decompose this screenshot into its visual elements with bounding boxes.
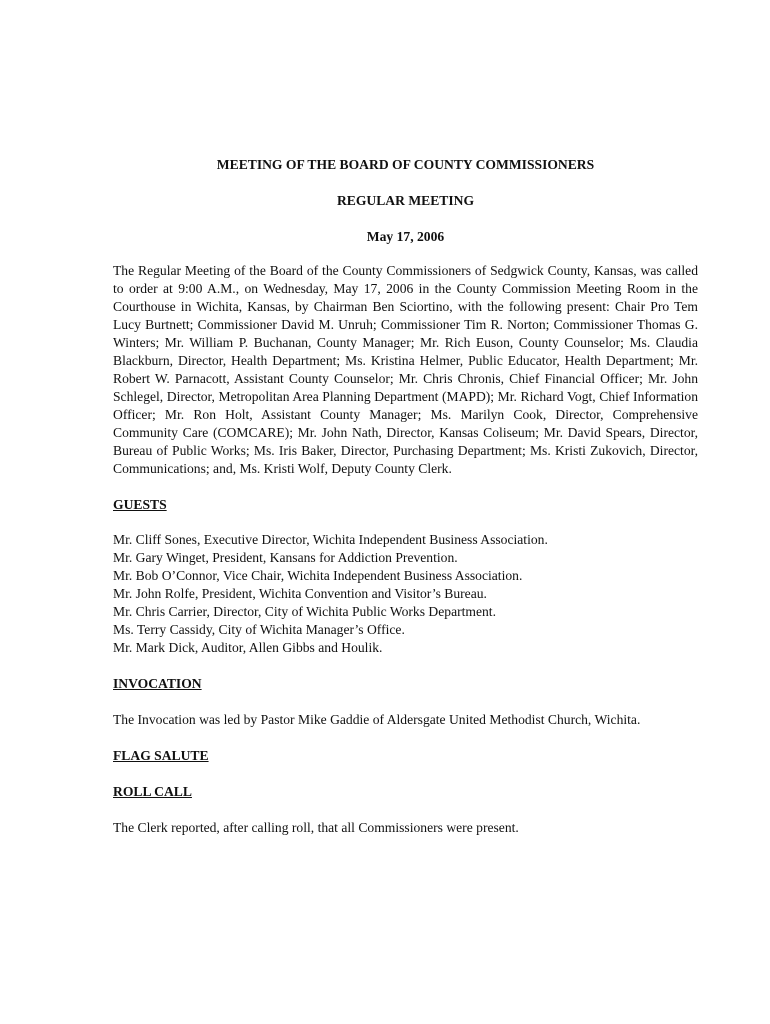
guests-heading: GUESTS <box>113 497 167 512</box>
document-page <box>113 156 698 837</box>
guest-item: Ms. Terry Cassidy, City of Wichita Manager’s Office. <box>113 622 405 637</box>
guest-item: Mr. John Rolfe, President, Wichita Convention and Visitor’s Bureau. <box>113 586 487 601</box>
intro-paragraph: The Regular Meeting of the Board of the County Commissioners of Sedgwick County, Kansas, was called to order at 9:00 A.M., on Wednesday, May 17, 2006 in the County Commission Meeting Room in the Courthouse in Wichita, Kansas, by Chairman Ben Sciortino, with the following present: Chair Pro Tem Lucy Burtnett; Commissioner David M. Unruh; Commissioner Tim R. Norton; Commissioner Thomas G. Winters; Mr. William P. Buchanan, County Manager; Mr. Rich Euson, County Counselor; Ms. Claudia Blackburn, Director, Health Department; Ms. Kristina Helmer, Public Educator, Health Department; Mr. Robert W. Parnacott, Assistant County Counselor; Mr. Chris Chronis, Chief Financial Officer; Mr. John Schlegel, Director, Metropolitan Area Planning Department (MAPD); Mr. Richard Vogt, Chief Information Officer; Mr. Ron Holt, Assistant County Manager; Ms. Marilyn Cook, Director, Comprehensive Community Care (COMCARE); Mr. John Nath, Director, Kansas Coliseum; Mr. David Spears, Director, Bureau of Public Works; Ms. Iris Baker, Director, Purchasing Department; Ms. Kristi Zukovich, Director, Communications; and, Ms. Kristi Wolf, Deputy County Clerk. <box>113 263 698 476</box>
guest-list <box>113 531 698 657</box>
guest-item: Mr. Bob O’Connor, Vice Chair, Wichita Independent Business Association. <box>113 568 523 583</box>
document-title: MEETING OF THE BOARD OF COUNTY COMMISSIONERS <box>216 157 595 172</box>
invocation-text: The Invocation was led by Pastor Mike Gaddie of Aldersgate United Methodist Church, Wichita. <box>113 712 641 727</box>
guest-item: Mr. Mark Dick, Auditor, Allen Gibbs and Houlik. <box>113 640 383 655</box>
invocation-heading: INVOCATION <box>113 676 202 691</box>
roll-call-heading: ROLL CALL <box>113 784 192 799</box>
meeting-date: May 17, 2006 <box>366 229 445 244</box>
roll-call-text: The Clerk reported, after calling roll, that all Commissioners were present. <box>113 820 519 835</box>
guest-item: Mr. Chris Carrier, Director, City of Wichita Public Works Department. <box>113 604 496 619</box>
guest-item: Mr. Cliff Sones, Executive Director, Wichita Independent Business Association. <box>113 532 548 547</box>
meeting-type: REGULAR MEETING <box>336 193 475 208</box>
flag-salute-heading: FLAG SALUTE <box>113 748 209 763</box>
guest-item: Mr. Gary Winget, President, Kansans for Addiction Prevention. <box>113 550 458 565</box>
